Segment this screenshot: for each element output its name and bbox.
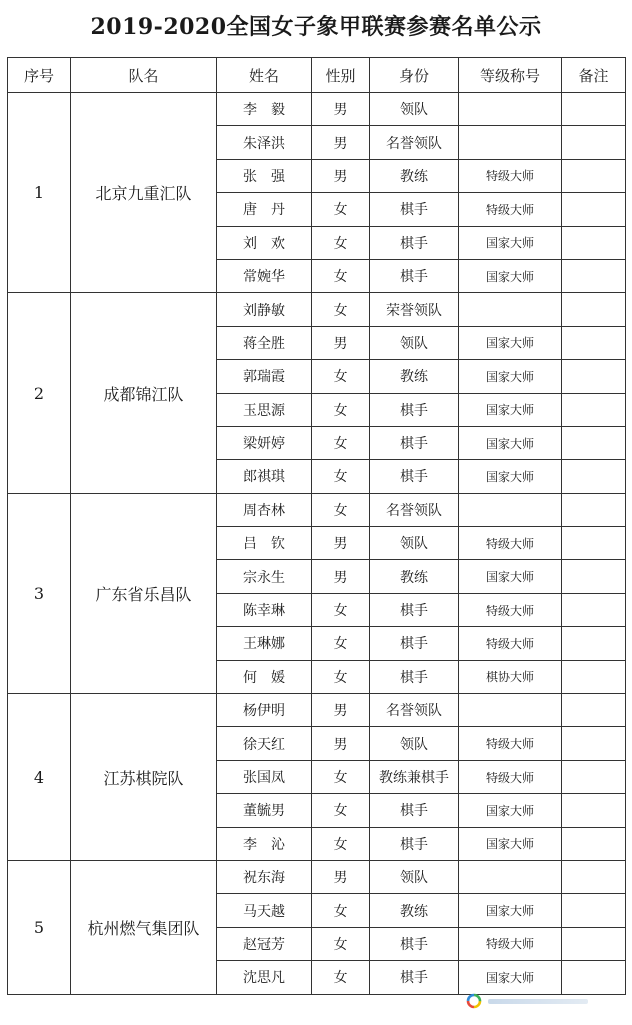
- member-note: [562, 460, 626, 493]
- member-note: [562, 860, 626, 893]
- team-name: 江苏棋院队: [71, 694, 217, 861]
- member-name: 张 强: [217, 159, 312, 192]
- member-rank: 特级大师: [459, 627, 562, 660]
- member-note: [562, 727, 626, 760]
- member-gender: 女: [312, 894, 370, 927]
- member-rank: 特级大师: [459, 193, 562, 226]
- team-number: 2: [8, 293, 71, 493]
- member-note: [562, 593, 626, 626]
- member-role: 荣誉领队: [370, 293, 459, 326]
- member-rank: 特级大师: [459, 727, 562, 760]
- member-name: 朱泽洪: [217, 126, 312, 159]
- member-note: [562, 259, 626, 292]
- watermark: [466, 992, 590, 1010]
- member-role: 棋手: [370, 460, 459, 493]
- member-note: [562, 794, 626, 827]
- member-name: 常婉华: [217, 259, 312, 292]
- member-name: 郎祺琪: [217, 460, 312, 493]
- table-body: [8, 93, 626, 995]
- member-gender: 女: [312, 226, 370, 259]
- member-rank: 特级大师: [459, 527, 562, 560]
- member-name: 郭瑞霞: [217, 360, 312, 393]
- header-role: 身份: [370, 58, 459, 93]
- member-rank: 特级大师: [459, 159, 562, 192]
- member-gender: 女: [312, 760, 370, 793]
- team-name: 成都锦江队: [71, 293, 217, 493]
- member-note: [562, 293, 626, 326]
- header-row: [8, 58, 626, 93]
- member-gender: 女: [312, 460, 370, 493]
- roster-table: [7, 57, 626, 995]
- member-note: [562, 961, 626, 994]
- page-title: 2019-2020全国女子象甲联赛参赛名单公示: [90, 14, 542, 40]
- member-rank: 棋协大师: [459, 660, 562, 693]
- member-name: 玉思源: [217, 393, 312, 426]
- member-name: 吕 钦: [217, 527, 312, 560]
- member-note: [562, 694, 626, 727]
- member-role: 领队: [370, 860, 459, 893]
- member-name: 陈幸琳: [217, 593, 312, 626]
- member-gender: 男: [312, 694, 370, 727]
- member-name: 董毓男: [217, 794, 312, 827]
- member-name: 马天越: [217, 894, 312, 927]
- member-role: 棋手: [370, 426, 459, 459]
- member-rank: 国家大师: [459, 460, 562, 493]
- member-role: 棋手: [370, 827, 459, 860]
- member-note: [562, 193, 626, 226]
- team-number: 5: [8, 860, 71, 994]
- member-gender: 女: [312, 293, 370, 326]
- member-gender: 女: [312, 794, 370, 827]
- member-rank: 国家大师: [459, 259, 562, 292]
- team-number: 4: [8, 694, 71, 861]
- member-role: 领队: [370, 727, 459, 760]
- member-role: 棋手: [370, 627, 459, 660]
- member-rank: [459, 126, 562, 159]
- member-note: [562, 93, 626, 126]
- member-gender: 男: [312, 727, 370, 760]
- member-role: 棋手: [370, 961, 459, 994]
- member-gender: 男: [312, 860, 370, 893]
- member-gender: 女: [312, 360, 370, 393]
- member-note: [562, 827, 626, 860]
- member-name: 唐 丹: [217, 193, 312, 226]
- member-role: 棋手: [370, 193, 459, 226]
- member-note: [562, 493, 626, 526]
- member-gender: 男: [312, 159, 370, 192]
- member-rank: [459, 493, 562, 526]
- member-note: [562, 760, 626, 793]
- header-note: 备注: [562, 58, 626, 93]
- member-rank: 特级大师: [459, 927, 562, 960]
- member-name: 周杏林: [217, 493, 312, 526]
- member-gender: 女: [312, 193, 370, 226]
- member-role: 教练: [370, 560, 459, 593]
- header-name: 姓名: [217, 58, 312, 93]
- member-gender: 女: [312, 660, 370, 693]
- header-team: 队名: [71, 58, 217, 93]
- member-rank: [459, 694, 562, 727]
- member-note: [562, 660, 626, 693]
- member-role: 棋手: [370, 927, 459, 960]
- member-rank: 国家大师: [459, 360, 562, 393]
- member-name: 杨伊明: [217, 694, 312, 727]
- member-note: [562, 927, 626, 960]
- header-number: 序号: [8, 58, 71, 93]
- member-note: [562, 326, 626, 359]
- member-name: 李 毅: [217, 93, 312, 126]
- member-gender: 女: [312, 961, 370, 994]
- member-name: 蒋全胜: [217, 326, 312, 359]
- member-rank: 国家大师: [459, 560, 562, 593]
- member-gender: 男: [312, 93, 370, 126]
- member-role: 名誉领队: [370, 493, 459, 526]
- watermark-text: [488, 999, 588, 1004]
- table-row: [8, 93, 626, 126]
- team-name: 广东省乐昌队: [71, 493, 217, 693]
- member-note: [562, 627, 626, 660]
- member-role: 领队: [370, 527, 459, 560]
- header-gender: 性别: [312, 58, 370, 93]
- table-row: [8, 694, 626, 727]
- member-role: 棋手: [370, 393, 459, 426]
- member-name: 徐天红: [217, 727, 312, 760]
- table-row: [8, 493, 626, 526]
- watermark-logo-icon: [466, 993, 482, 1009]
- member-note: [562, 360, 626, 393]
- table-row: [8, 860, 626, 893]
- member-note: [562, 527, 626, 560]
- member-gender: 女: [312, 593, 370, 626]
- member-name: 张国凤: [217, 760, 312, 793]
- member-gender: 男: [312, 126, 370, 159]
- member-role: 教练: [370, 360, 459, 393]
- member-note: [562, 126, 626, 159]
- member-role: 教练: [370, 894, 459, 927]
- member-rank: [459, 93, 562, 126]
- member-rank: 国家大师: [459, 326, 562, 359]
- member-note: [562, 560, 626, 593]
- member-role: 棋手: [370, 794, 459, 827]
- member-rank: 特级大师: [459, 760, 562, 793]
- member-role: 名誉领队: [370, 694, 459, 727]
- member-role: 教练兼棋手: [370, 760, 459, 793]
- member-note: [562, 393, 626, 426]
- member-rank: 国家大师: [459, 894, 562, 927]
- member-name: 李 沁: [217, 827, 312, 860]
- member-gender: 女: [312, 493, 370, 526]
- member-gender: 男: [312, 560, 370, 593]
- member-role: 棋手: [370, 226, 459, 259]
- member-gender: 男: [312, 326, 370, 359]
- member-name: 祝东海: [217, 860, 312, 893]
- member-rank: [459, 293, 562, 326]
- member-gender: 女: [312, 259, 370, 292]
- member-rank: 国家大师: [459, 794, 562, 827]
- member-role: 领队: [370, 326, 459, 359]
- member-gender: 女: [312, 426, 370, 459]
- member-rank: 国家大师: [459, 827, 562, 860]
- member-name: 何 媛: [217, 660, 312, 693]
- member-gender: 女: [312, 393, 370, 426]
- member-note: [562, 894, 626, 927]
- member-name: 刘 欢: [217, 226, 312, 259]
- team-number: 1: [8, 93, 71, 293]
- member-rank: [459, 860, 562, 893]
- table-row: [8, 293, 626, 326]
- member-name: 刘静敏: [217, 293, 312, 326]
- member-role: 领队: [370, 93, 459, 126]
- member-rank: 国家大师: [459, 226, 562, 259]
- member-gender: 女: [312, 827, 370, 860]
- team-name: 北京九重汇队: [71, 93, 217, 293]
- header-rank: 等级称号: [459, 58, 562, 93]
- member-gender: 女: [312, 927, 370, 960]
- member-name: 沈思凡: [217, 961, 312, 994]
- member-name: 梁妍婷: [217, 426, 312, 459]
- member-rank: 国家大师: [459, 426, 562, 459]
- member-role: 教练: [370, 159, 459, 192]
- table-header: [8, 58, 626, 93]
- member-gender: 女: [312, 627, 370, 660]
- team-name: 杭州燃气集团队: [71, 860, 217, 994]
- member-role: 棋手: [370, 593, 459, 626]
- member-name: 赵冠芳: [217, 927, 312, 960]
- member-rank: 国家大师: [459, 961, 562, 994]
- member-name: 王琳娜: [217, 627, 312, 660]
- member-note: [562, 226, 626, 259]
- member-rank: 特级大师: [459, 593, 562, 626]
- member-note: [562, 159, 626, 192]
- member-gender: 男: [312, 527, 370, 560]
- member-role: 名誉领队: [370, 126, 459, 159]
- member-rank: 国家大师: [459, 393, 562, 426]
- team-number: 3: [8, 493, 71, 693]
- member-name: 宗永生: [217, 560, 312, 593]
- member-note: [562, 426, 626, 459]
- member-role: 棋手: [370, 259, 459, 292]
- member-role: 棋手: [370, 660, 459, 693]
